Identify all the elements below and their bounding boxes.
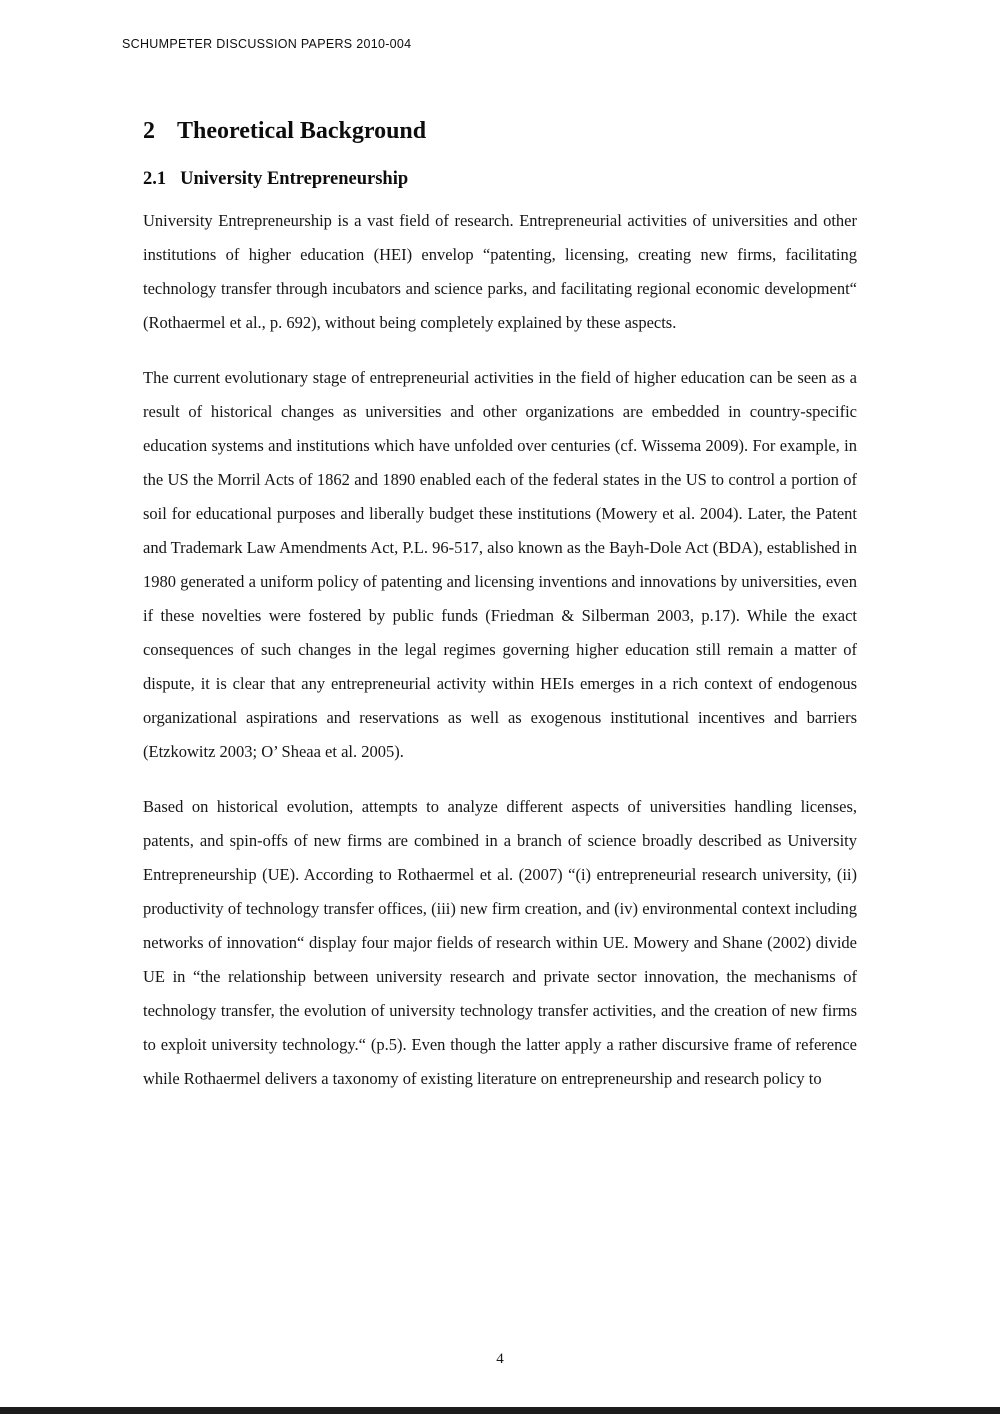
page-bottom-edge <box>0 1407 1000 1414</box>
subsection-heading <box>143 169 857 190</box>
body-paragraph-2: The current evolutionary stage of entrepreneurial activities in the field of higher education can be seen as a result of historical changes as universities and other organizations are embedded in country-specific education systems and institutions which have unfolded over centuries (cf. Wissema 2009). For example, in the US the Morril Acts of 1862 and 1890 enabled each of the federal states in the US to control a portion of soil for educational purposes and liberally budget these institutions (Mowery et al. 2004). Later, the Patent and Trademark Law Amendments Act, P.L. 96-517, also known as the Bayh-Dole Act (BDA), established in 1980 generated a uniform policy of patenting and licensing inventions and innovations by universities, even if these novelties were fostered by public funds (Friedman & Silberman 2003, p.17). While the exact consequences of such changes in the legal regimes governing higher education still remain a matter of dispute, it is clear that any entrepreneurial activity within HEIs emerges in a rich context of endogenous organizational aspirations and reservations as well as exogenous institutional incentives and barriers (Etzkowitz 2003; O’ Sheaa et al. 2005). <box>143 368 857 761</box>
page-number: 4 <box>496 1351 504 1367</box>
subsection-number: 2.1 <box>143 169 167 189</box>
section-heading <box>143 118 857 145</box>
running-header: SCHUMPETER DISCUSSION PAPERS 2010-004 <box>122 37 412 51</box>
body-paragraph-1: University Entrepreneurship is a vast field of research. Entrepreneurial activities of universities and other institutions of higher education (HEI) envelop “patenting, licensing, creating new firms, facilitating technology transfer through incubators and science parks, and facilitating regional economic development“ (Rothaermel et al., p. 692), without being completely explained by these aspects. <box>143 211 857 332</box>
section-title: Theoretical Background <box>177 118 427 144</box>
page-content <box>143 118 857 1117</box>
body-paragraph-3: Based on historical evolution, attempts to analyze different aspects of universities handling licenses, patents, and spin-offs of new firms are combined in a branch of science broadly described as University Entrepreneurship (UE). According to Rothaermel et al. (2007) “(i) entrepreneurial research university, (ii) productivity of technology transfer offices, (iii) new firm creation, and (iv) environmental context including networks of innovation“ display four major fields of research within UE. Mowery and Shane (2002) divide UE in “the relationship between university research and private sector innovation, the mechanisms of technology transfer, the evolution of university technology transfer activities, and the creation of new firms to exploit university technology.“ (p.5). Even though the latter apply a rather discursive frame of reference while Rothaermel delivers a taxonomy of existing literature on entrepreneurship and research policy to <box>143 797 857 1088</box>
section-number: 2 <box>143 118 155 144</box>
subsection-title: University Entrepreneurship <box>180 169 409 189</box>
